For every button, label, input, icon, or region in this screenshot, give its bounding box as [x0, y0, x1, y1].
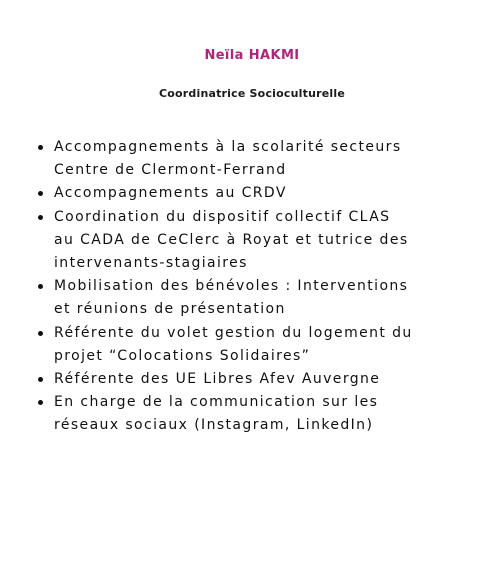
bullet-icon [38, 191, 43, 196]
list-item [38, 391, 488, 437]
list-item-line: réseaux sociaux (Instagram, LinkedIn) [54, 417, 374, 434]
list-item-line: Centre de Clermont-Ferrand [54, 162, 287, 179]
list-item-line: Référente du volet gestion du logement du [54, 324, 413, 341]
responsibilities-list [38, 136, 488, 438]
list-item-line: au CADA de CeClerc à Royat et tutrice des [54, 231, 409, 248]
list-item-line: et réunions de présentation [54, 301, 286, 318]
list-item-line: Référente des UE Libres Afev Auvergne [54, 371, 381, 388]
list-item [38, 136, 488, 182]
bullet-icon [38, 284, 43, 289]
bullet-icon [38, 145, 43, 150]
list-item [38, 206, 488, 276]
list-item [38, 368, 488, 391]
list-item [38, 182, 488, 205]
list-item-line: En charge de la communication sur les [54, 394, 379, 411]
list-item [38, 275, 488, 321]
bullet-icon [38, 400, 43, 405]
list-item-line: Coordination du dispositif collectif CLAS [54, 208, 391, 225]
list-item-line: intervenants-stagiaires [54, 255, 248, 272]
person-name: Neïla HAKMI [204, 48, 300, 63]
bullet-icon [38, 331, 43, 336]
list-item-line: Mobilisation des bénévoles : Interventions [54, 278, 409, 295]
list-item [38, 322, 488, 368]
job-title: Coordinatrice Socioculturelle [158, 87, 345, 100]
list-item-line: Accompagnements au CRDV [54, 185, 287, 202]
bullet-icon [38, 215, 43, 220]
list-item-line: projet “Colocations Solidaires” [54, 347, 311, 364]
bullet-icon [38, 377, 43, 382]
list-item-line: Accompagnements à la scolarité secteurs [54, 139, 402, 155]
